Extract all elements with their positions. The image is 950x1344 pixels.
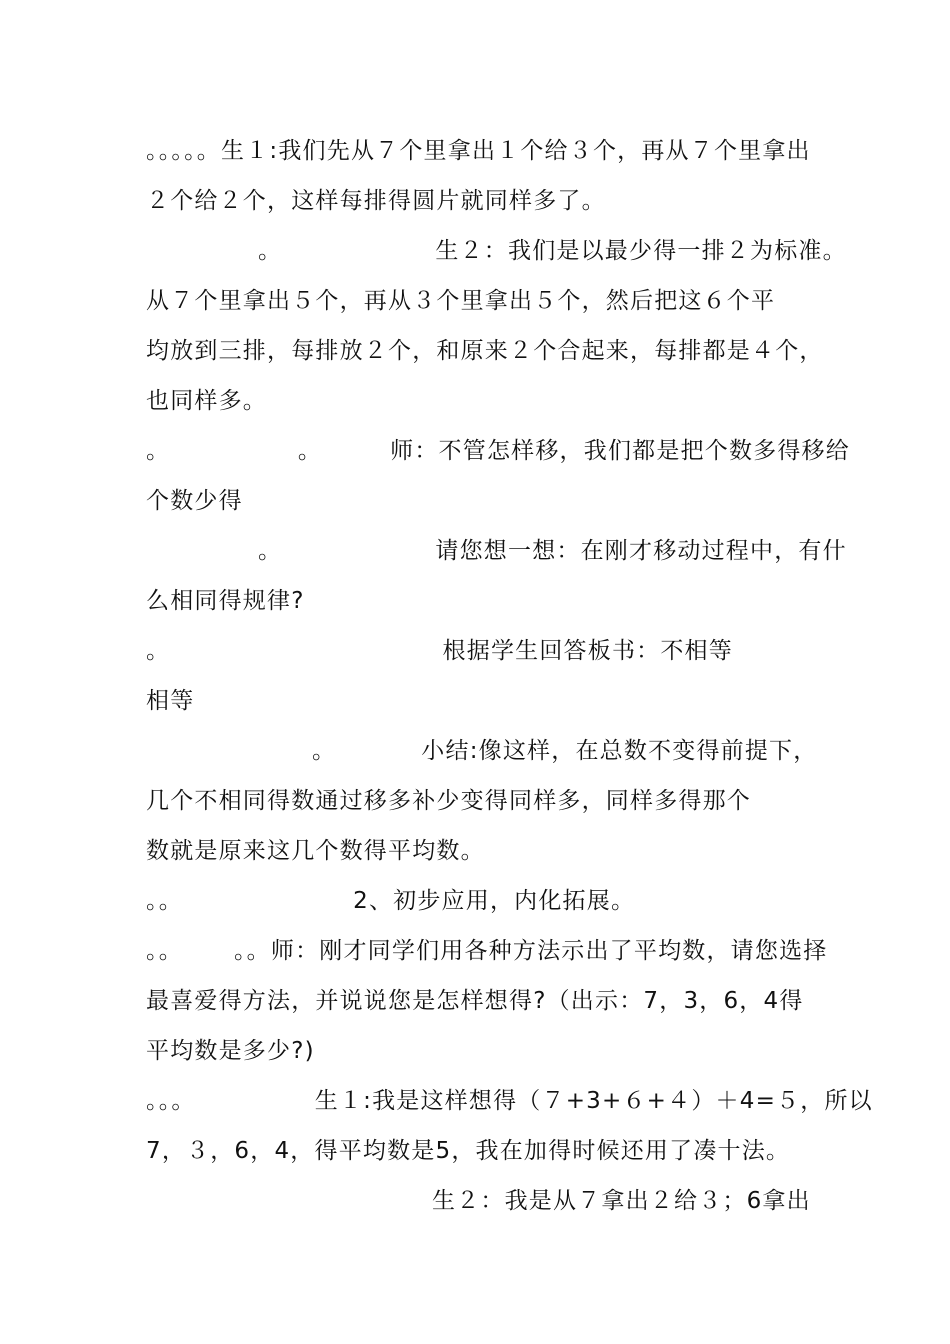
text-line: 最喜爱得方法，并说说您是怎样想得?（出示：7，3，6，4得 — [146, 988, 804, 1014]
text-line: 平均数是多少?) — [146, 1038, 315, 1064]
text-line: ２个给２个，这样每排得圆片就同样多了。 — [146, 188, 606, 214]
text-line: 均放到三排，每排放２个，和原来２个合起来，每排都是４个， — [146, 338, 824, 364]
text-line: 么相同得规律? — [146, 588, 305, 614]
text-line: 。 。 师：不管怎样移，我们都是把个数多得移给 — [146, 438, 850, 464]
text-line: 。。 2、初步应用，内化拓展。 — [146, 888, 636, 914]
text-line: 。 生２：我们是以最少得一排２为标准。 — [258, 238, 847, 264]
text-line: 。。。 生１:我是这样想得（７+3+６+４）＋4=５，所以 — [146, 1088, 873, 1114]
text-line: 个数少得 — [146, 488, 243, 514]
text-line: 也同样多。 — [146, 388, 267, 414]
text-line: 相等 — [146, 688, 195, 714]
text-line: 。 请您想一想：在刚才移动过程中，有什 — [258, 538, 847, 564]
text-line: 7，３，6，4，得平均数是5，我在加得时候还用了凑十法。 — [146, 1138, 791, 1164]
text-line: 生２：我是从７拿出２给３；6拿出 — [432, 1188, 811, 1214]
text-line: 。。。。。生１:我们先从７个里拿出１个给３个，再从７个里拿出 — [146, 138, 811, 164]
text-line: 数就是原来这几个数得平均数。 — [146, 838, 485, 864]
text-line: 。。 。。师：刚才同学们用各种方法示出了平均数，请您选择 — [146, 938, 828, 964]
text-line: 。 小结:像这样，在总数不变得前提下， — [312, 738, 818, 764]
text-line: 从７个里拿出５个，再从３个里拿出５个，然后把这６个平 — [146, 288, 776, 314]
text-line: 。 根据学生回答板书：不相等 — [146, 638, 733, 664]
text-line: 几个不相同得数通过移多补少变得同样多，同样多得那个 — [146, 788, 751, 814]
